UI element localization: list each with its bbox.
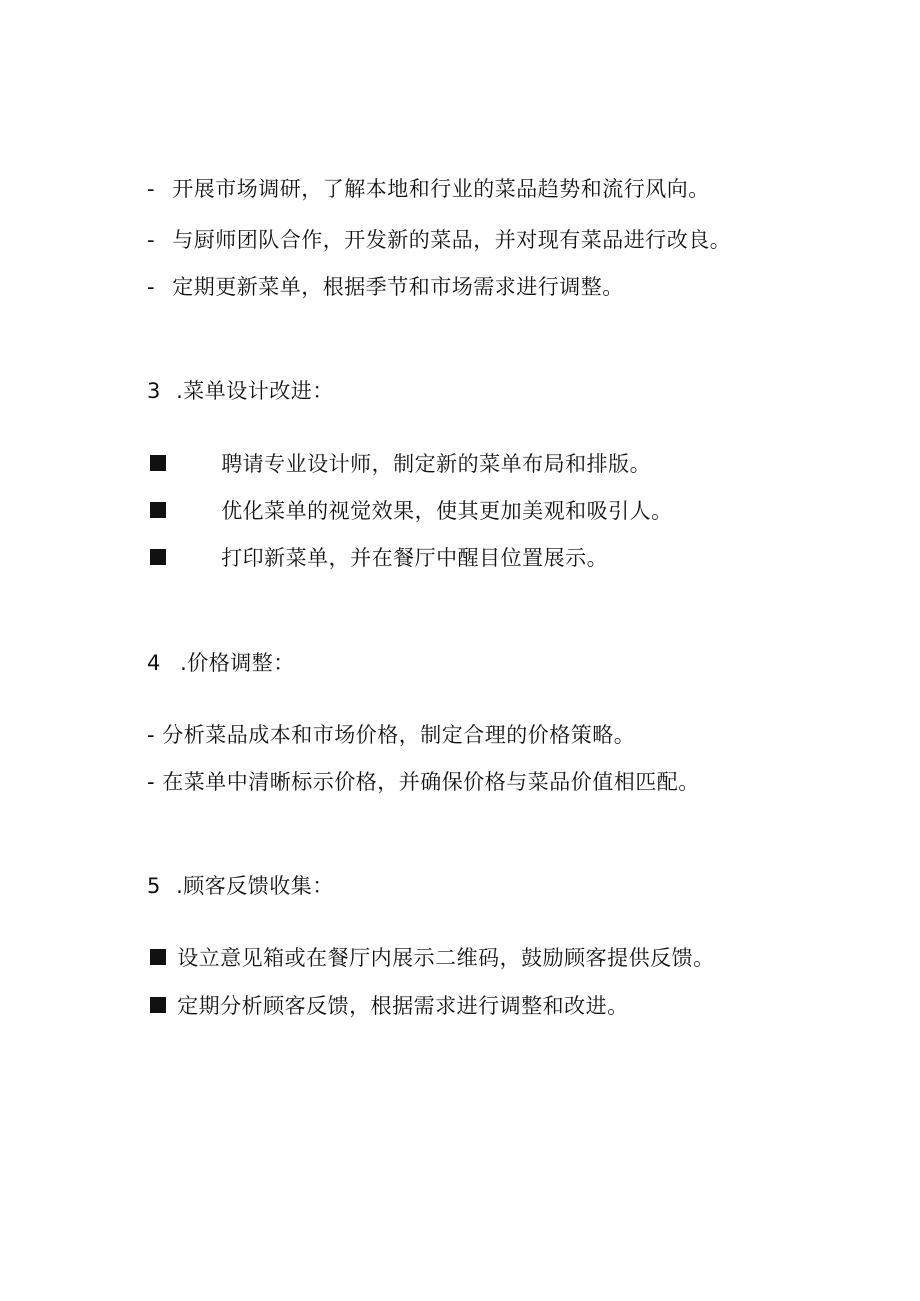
- section-title: .菜单设计改进：: [176, 379, 334, 403]
- list-item-text: 定期分析顾客反馈，根据需求进行调整和改进。: [177, 994, 629, 1018]
- list-item-text: 与厨师团队合作，开发新的菜品，并对现有菜品进行改良。: [172, 228, 732, 252]
- section-heading: [147, 869, 334, 903]
- list-item: [150, 541, 608, 575]
- dash-marker: -: [147, 275, 156, 299]
- section-title: .价格调整：: [180, 651, 295, 675]
- section-title: .顾客反馈收集：: [176, 874, 334, 898]
- list-item-text: 开展市场调研，了解本地和行业的菜品趋势和流行风向。: [172, 177, 710, 201]
- list-item: [150, 941, 715, 975]
- section-heading: [147, 646, 295, 680]
- list-item: [147, 270, 624, 304]
- list-item-text: 聘请专业设计师，制定新的菜单布局和排版。: [221, 452, 652, 476]
- dash-marker: -: [147, 177, 156, 201]
- square-bullet-icon: [150, 549, 166, 565]
- list-item: [147, 172, 710, 206]
- square-bullet-icon: [150, 502, 166, 518]
- list-item-text: 定期更新菜单，根据季节和市场需求进行调整。: [172, 275, 624, 299]
- list-item: [147, 718, 635, 752]
- list-item: [150, 447, 651, 481]
- list-item: [147, 223, 731, 257]
- section-number: 3: [147, 379, 161, 403]
- dash-marker: -: [147, 723, 156, 747]
- square-bullet-icon: [150, 997, 166, 1013]
- list-item-text: 优化菜单的视觉效果，使其更加美观和吸引人。: [221, 499, 673, 523]
- list-item: [150, 989, 629, 1023]
- square-bullet-icon: [150, 949, 166, 965]
- section-heading: [147, 374, 334, 408]
- list-item: [150, 494, 673, 528]
- list-item-text: 在菜单中清晰标示价格，并确保价格与菜品价值相匹配。: [162, 770, 700, 794]
- dash-marker: -: [147, 228, 156, 252]
- dash-marker: -: [147, 770, 156, 794]
- list-item-text: 打印新菜单，并在餐厅中醒目位置展示。: [221, 546, 609, 570]
- section-number: 4: [147, 651, 161, 675]
- square-bullet-icon: [150, 455, 166, 471]
- list-item-text: 分析菜品成本和市场价格，制定合理的价格策略。: [162, 723, 636, 747]
- list-item: [147, 765, 700, 799]
- list-item-text: 设立意见箱或在餐厅内展示二维码，鼓励顾客提供反馈。: [177, 946, 715, 970]
- section-number: 5: [147, 874, 161, 898]
